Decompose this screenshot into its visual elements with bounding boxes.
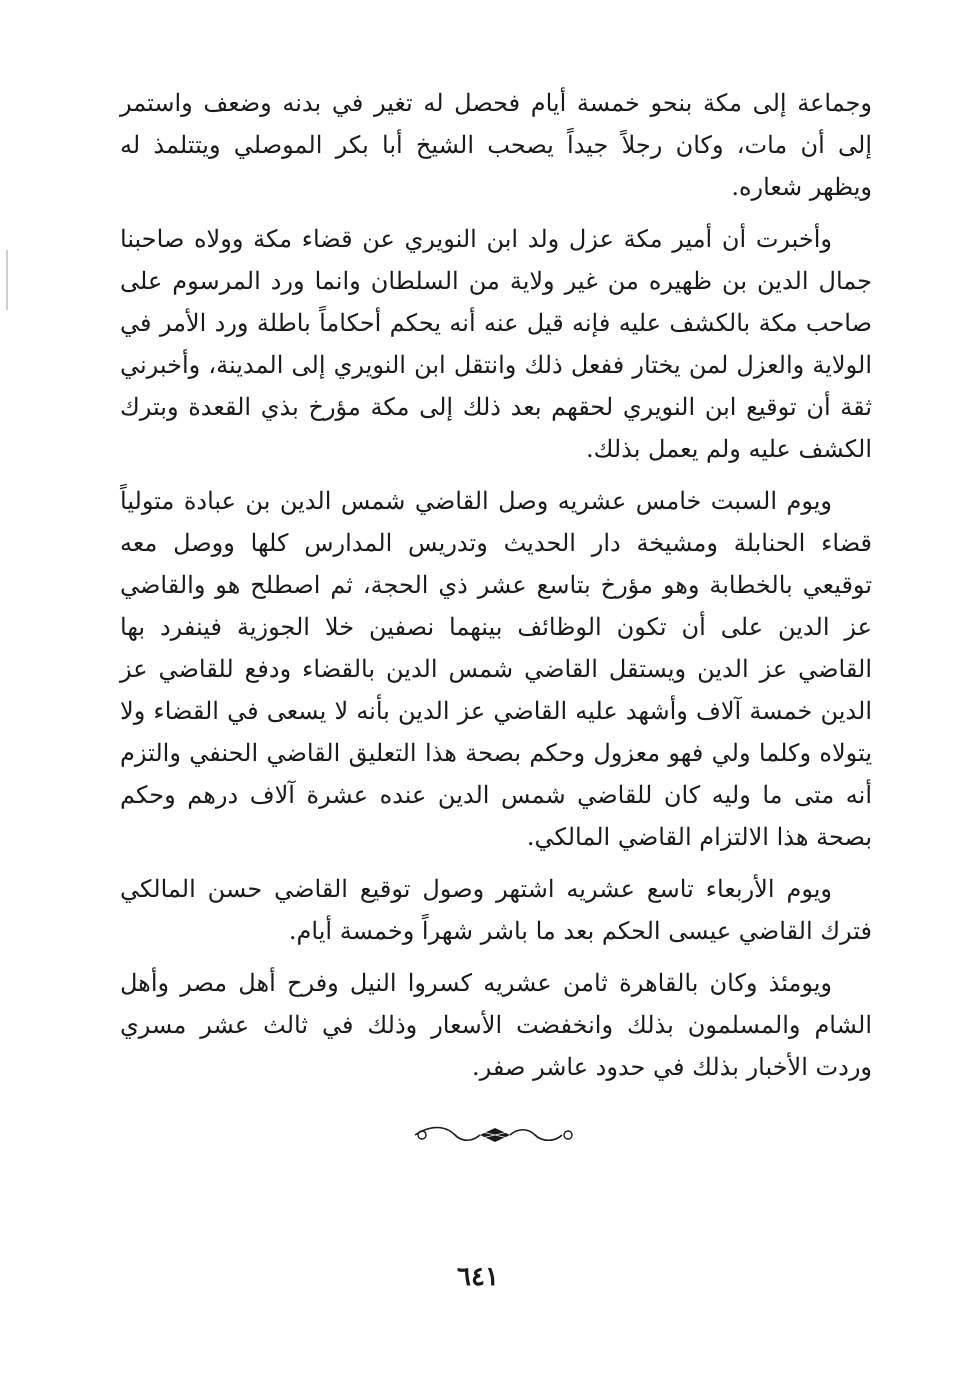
paragraph-3: ويوم السبت خامس عشريه وصل القاضي شمس الدين بن عبادة متولياً قضاء الحنابلة ومشيخة دار الحديث وتدريس المدارس كلها ووصل معه توقيعي بالخطابة وهو مؤرخ بتاسع عشر ذي الحجة، ثم اصطلح هو والقاضي عز الدين على أن تكون الوظائف بينهما نصفين خلا الجوزية فينفرد بها القاضي عز الدين ويستقل القاضي شمس الدين بالقضاء ودفع للقاضي عز الدين خمسة آلاف وأشهد عليه القاضي عز الدين بأنه لا يسعى في القضاء ولا يتولاه وكلما ولي فهو معزول وحكم بصحة هذا التعليق القاضي الحنفي والتزم أنه متى ما وليه كان للقاضي شمس الدين عنده عشرة آلاف درهم وحكم بصحة هذا الالتزام القاضي المالكي. [120, 487, 872, 851]
paragraph-4: ويوم الأربعاء تاسع عشريه اشتهر وصول توقيع القاضي حسن المالكي فترك القاضي عيسى الحكم بعد ما باشر شهراً وخمسة أيام. [120, 875, 872, 945]
margin-shadow [6, 250, 8, 310]
paragraph-2: وأخبرت أن أمير مكة عزل ولد ابن النويري عن قضاء مكة وولاه صاحبنا جمال الدين بن ظهيره من غير ولاية من السلطان وانما ورد المرسوم على صاحب مكة بالكشف عليه فإنه قيل عنه أنه يحكم أحكاماً باطلة ورد الأمر في الولاية والعزل لمن يختار ففعل ذلك وانتقل ابن النويري إلى المدينة، وأخبرني ثقة أن توقيع ابن النويري لحقهم بعد ذلك إلى مكة مؤرخ بذي القعدة وبترك الكشف عليه ولم يعمل بذلك. [120, 225, 872, 463]
paragraph-5: ويومئذ وكان بالقاهرة ثامن عشريه كسروا النيل وفرح أهل مصر وأهل الشام والمسلمون بذلك وانخفضت الأسعار وذلك في ثالث عشر مسري وردت الأخبار بذلك في حدود عاشر صفر. [120, 969, 872, 1081]
page-number: ٦٤١ [457, 1262, 499, 1292]
flourish-ornament-icon [410, 1120, 580, 1150]
paragraph-1: وجماعة إلى مكة بنحو خمسة أيام فحصل له تغير في بدنه وضعف واستمر إلى أن مات، وكان رجلاً جيداً يصحب الشيخ أبا بكر الموصلي ويتتلمذ له ويظهر شعاره. [120, 89, 872, 201]
body-text [120, 82, 872, 1098]
